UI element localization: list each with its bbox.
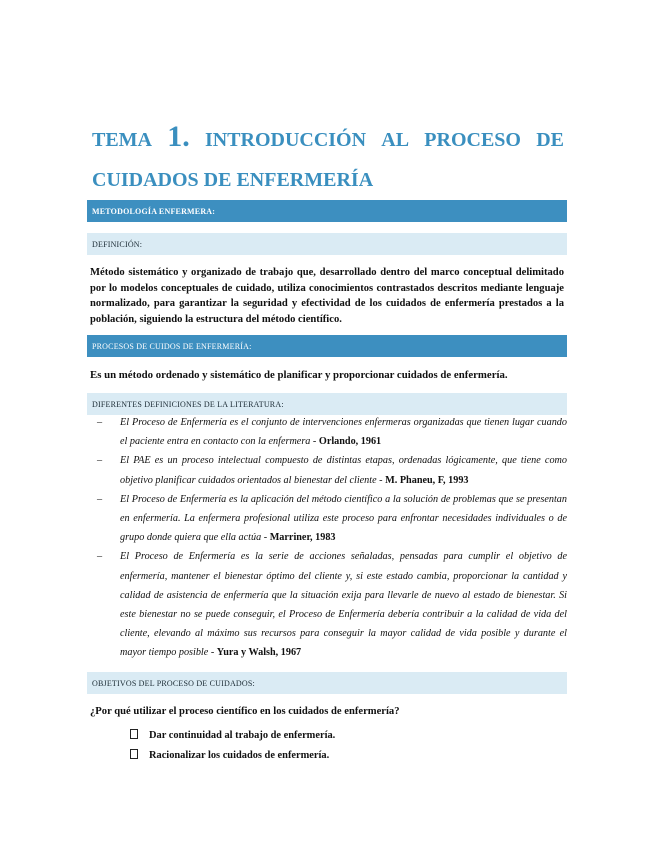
section-label-objetivos: OBJETIVOS DEL PROCESO DE CUIDADOS: (92, 678, 255, 688)
definition-text: El Proceso de Enfermería es la aplicación del método científico a la solución de problemas que se presentan en enfermería. La enfermera profesional utiliza este proceso para enfrontar necesidades individuales o de grupo donde quiera que ella actúa - (120, 493, 567, 544)
definition-author: Marriner, 1983 (269, 532, 336, 544)
objective-item (130, 729, 335, 741)
definition-item (97, 451, 567, 489)
section-label-definicion: DEFINICIÓN: (92, 239, 143, 249)
section-header-procesos (87, 335, 567, 357)
document-title (92, 118, 564, 199)
definition-item (97, 413, 567, 451)
title-line-2: CUIDADOS DE ENFERMERÍA (92, 169, 374, 191)
definition-author: Orlando, 1961 (318, 436, 382, 448)
title-number: 1. (167, 120, 190, 153)
section-header-metodologia (87, 200, 567, 222)
checkbox-bullet-icon (130, 749, 138, 759)
objective-item (130, 749, 329, 761)
title-word-tema: TEMA (92, 129, 152, 151)
objective-text: Racionalizar los cuidados de enfermería. (149, 750, 330, 761)
section-label-literatura: DIFERENTES DEFINICIONES DE LA LITERATURA: (92, 399, 284, 409)
definition-text: El PAE es un proceso intelectual compuesto de distintas etapas, ordenadas lógicamente, que tiene como objetivo planificar cuidados orientados al bienestar del cliente - (120, 455, 567, 486)
definition-paragraph: Método sistemático y organizado de trabajo que, desarrollado dentro del marco conceptual delimitado por lo modelos conceptuales de cuidado, utiliza conocimientos contrastados descritos mediante lenguaje normalizado, para garantizar la seguridad y efectividad de los cuidados de enfermería prestados a la población, siguiendo la estructura del método científico. (90, 267, 564, 325)
title-line-1 (92, 118, 564, 159)
definition-text: El Proceso de Enfermería es la serie de acciones señaladas, pensadas para cumplir el objetivo de enfermería, mantener el bienestar óptimo del cliente y, si este estado cambia, proporcionar la cantidad y calidad de asistencia de enfermería que la situación exija para llevarle de nuevo al estado de bienestar. Si este bienestar no se puede conseguir, el Proceso de Enfermería debería contribuir a la calidad de vida del cliente, elevando al máximo sus recursos para conseguir la mayor calidad de vida posible y durante el mayor tiempo posible - (120, 551, 567, 659)
process-paragraph: Es un método ordenado y sistemático de planificar y proporcionar cuidados de enfermería. (90, 369, 508, 381)
definition-author: Yura y Walsh, 1967 (216, 647, 302, 659)
definition-item (97, 490, 567, 548)
definitions-list (97, 413, 567, 663)
section-label-procesos: PROCESOS DE CUIDOS DE ENFERMERÍA: (92, 341, 252, 351)
definition-text: El Proceso de Enfermería es el conjunto de intervenciones enfermeras organizadas que tienen lugar cuando el paciente entra en contacto con la enfermera - (120, 417, 567, 448)
section-label-metodologia: METODOLOGÍA ENFERMERA: (92, 206, 216, 216)
dash-bullet-icon: – (97, 551, 103, 563)
title-word-1: INTRODUCCIÓN (204, 129, 367, 151)
definition-item (97, 547, 567, 662)
section-header-objetivos (87, 672, 567, 694)
dash-bullet-icon: – (97, 455, 103, 467)
checkbox-bullet-icon (130, 729, 138, 739)
title-word-2: AL (381, 129, 410, 151)
dash-bullet-icon: – (97, 417, 103, 428)
section-header-literatura (87, 393, 567, 415)
title-word-4: DE (536, 129, 564, 151)
dash-bullet-icon: – (97, 493, 103, 505)
objectives-question: ¿Por qué utilizar el proceso científico en los cuidados de enfermería? (90, 706, 400, 717)
title-word-3: PROCESO (424, 129, 521, 151)
section-header-definicion (87, 233, 567, 255)
objective-text: Dar continuidad al trabajo de enfermería. (149, 730, 336, 741)
definition-author: M. Phaneu, F, 1993 (385, 474, 469, 486)
